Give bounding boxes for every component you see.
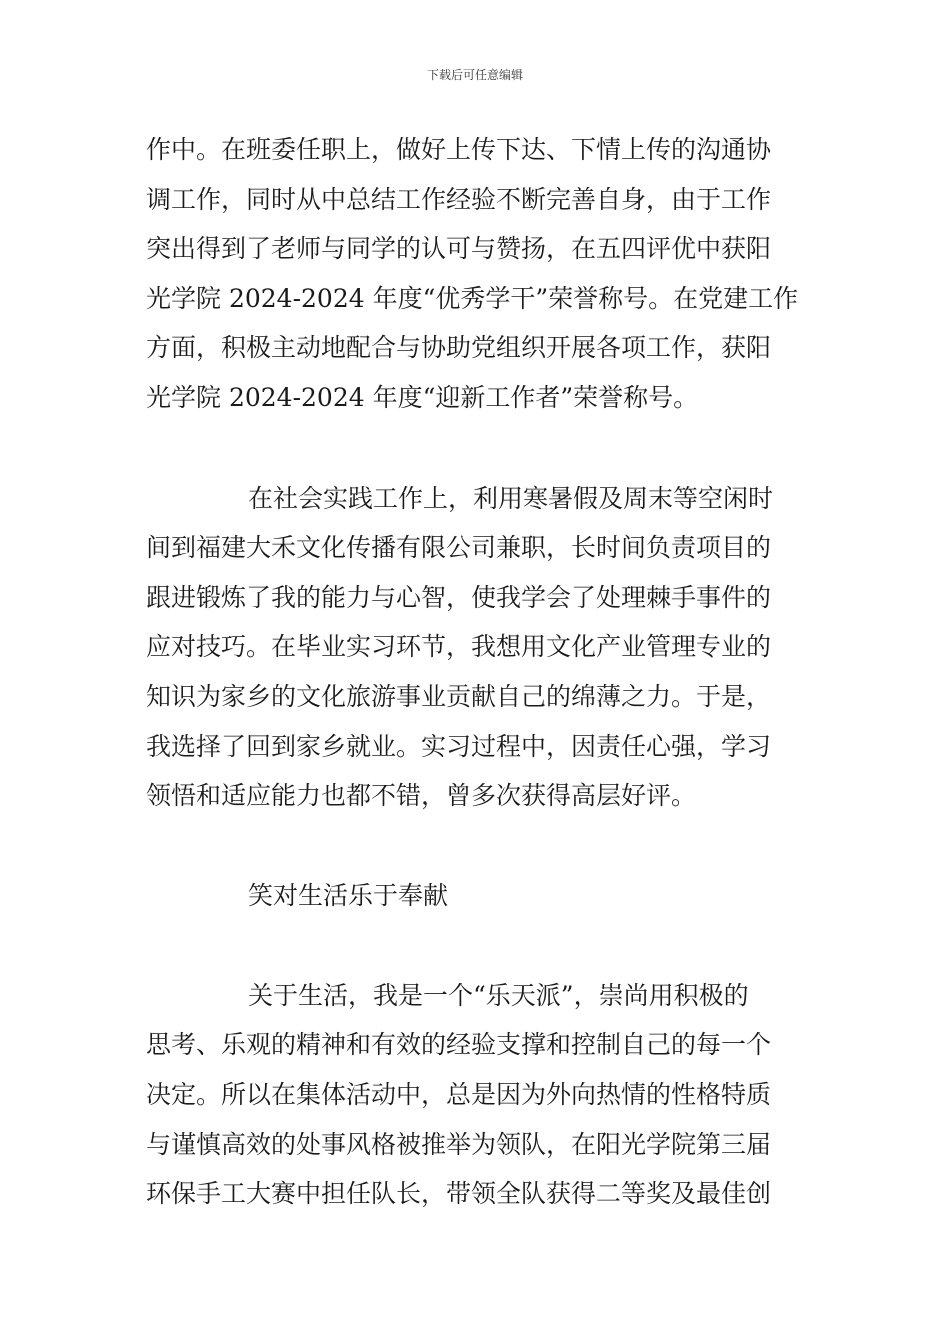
paragraph-2-line-3: 跟进锻炼了我的能力与心智，使我学会了处理棘手事件的 — [146, 583, 772, 612]
paragraph-2-line-7: 领悟和适应能力也都不错，曾多次获得高层好评。 — [146, 781, 697, 810]
paragraph-3-line-4: 与谨慎高效的处事风格被推举为领队，在阳光学院第三届 — [146, 1130, 772, 1159]
paragraph-3-line-5: 环保手工大赛中担任队长，带领全队获得二等奖及最佳创 — [146, 1179, 772, 1208]
paragraph-2-line-5: 知识为家乡的文化旅游事业贡献自己的绵薄之力。于是， — [146, 682, 772, 711]
paragraph-3-line-3: 决定。所以在集体活动中，总是因为外向热情的性格特质 — [146, 1080, 772, 1109]
paragraph-1-line-6: 光学院 2024-2024 年度“迎新工作者”荣誉称号。 — [146, 383, 699, 412]
paragraph-2-line-4: 应对技巧。在毕业实习环节，我想用文化产业管理专业的 — [146, 632, 772, 661]
paragraph-1-line-2: 调工作，同时从中总结工作经验不断完善自身，由于工作 — [146, 185, 772, 214]
paragraph-2-line-6: 我选择了回到家乡就业。实习过程中，因责任心强，学习 — [146, 732, 772, 761]
paragraph-2-line-2: 间到福建大禾文化传播有限公司兼职，长时间负责项目的 — [146, 533, 772, 562]
paragraph-3-line-1: 关于生活，我是一个“乐天派”，崇尚用积极的 — [248, 981, 749, 1010]
paragraph-3-line-2: 思考、乐观的精神和有效的经验支撑和控制自己的每一个 — [146, 1030, 772, 1059]
paragraph-1-line-5: 方面，积极主动地配合与协助党组织开展各项工作，获阳 — [146, 333, 772, 362]
section-heading: 笑对生活乐于奉献 — [248, 881, 449, 910]
page-header: 下载后可任意编辑 — [426, 68, 523, 82]
paragraph-1-line-3: 突出得到了老师与同学的认可与赞扬，在五四评优中获阳 — [146, 234, 772, 263]
paragraph-1-line-1: 作中。在班委任职上，做好上传下达、下情上传的沟通协 — [146, 135, 772, 164]
paragraph-1-line-4: 光学院 2024-2024 年度“优秀学干”荣誉称号。在党建工作 — [146, 284, 799, 313]
paragraph-2-line-1: 在社会实践工作上，利用寒暑假及周末等空闲时 — [248, 484, 774, 513]
